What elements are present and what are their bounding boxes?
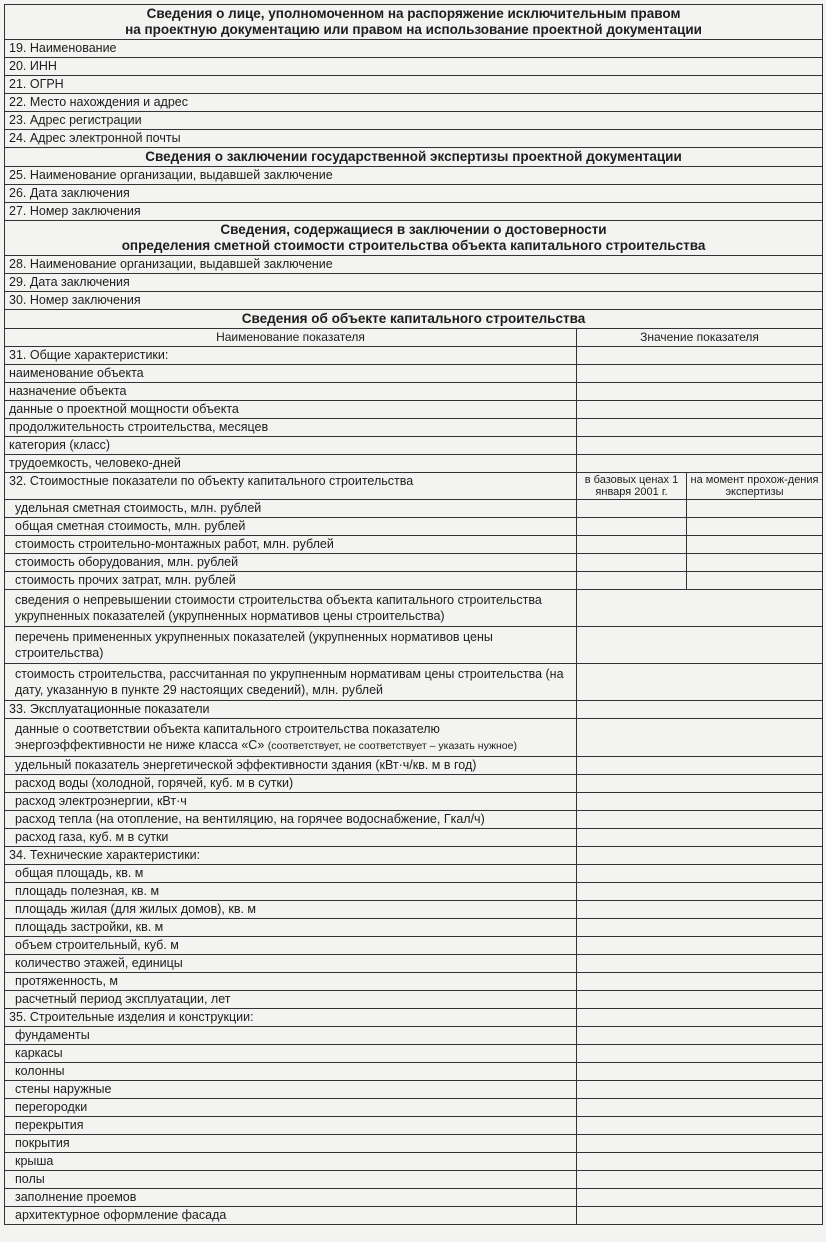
item35-row: перегородки [5,1099,577,1117]
item35-row-value[interactable] [577,1099,823,1117]
item32-row: стоимость прочих затрат, млн. рублей [5,572,577,590]
item33-row: расход газа, куб. м в сутки [5,829,577,847]
col-header-value: Значение показателя [577,329,823,347]
item34-row-value[interactable] [577,955,823,973]
item35-row-value[interactable] [577,1189,823,1207]
item31-row: категория (класс) [5,437,577,455]
item32-multiline-value[interactable] [577,664,823,701]
owner-field-location[interactable]: 22. Место нахождения и адрес [5,94,823,112]
item32-row: стоимость строительно-монтажных работ, млн. рублей [5,536,577,554]
item35-row-value[interactable] [577,1063,823,1081]
item35-row: перекрытия [5,1117,577,1135]
cost-verification-heading [5,221,823,256]
item31-row: наименование объекта [5,365,577,383]
item33-energy-value[interactable] [577,719,823,757]
item35-row: стены наружные [5,1081,577,1099]
item33-row-value[interactable] [577,793,823,811]
owner-heading-line1: Сведения о лице, уполномоченном на распоряжение исключительным правом [146,6,681,21]
object-heading: Сведения об объекте капитального строительства [5,310,823,329]
owner-field-inn[interactable]: 20. ИНН [5,58,823,76]
item31-row: продолжительность строительства, месяцев [5,419,577,437]
item35-row-value[interactable] [577,1171,823,1189]
item35-row-value[interactable] [577,1081,823,1099]
item32-row: удельная сметная стоимость, млн. рублей [5,500,577,518]
item34-row-value[interactable] [577,883,823,901]
item32-value-current[interactable] [687,518,823,536]
owner-field-name[interactable]: 19. Наименование [5,40,823,58]
cost-verification-field-date[interactable]: 29. Дата заключения [5,274,823,292]
item32-subcol-expertise: на момент прохож-дения экспертизы [687,473,823,500]
item31-row-value[interactable] [577,419,823,437]
item33-row-value[interactable] [577,757,823,775]
item34-row: расчетный период эксплуатации, лет [5,991,577,1009]
item34-label: 34. Технические характеристики: [5,847,577,865]
item34-value[interactable] [577,847,823,865]
item34-row: протяженность, м [5,973,577,991]
item31-row: данные о проектной мощности объекта [5,401,577,419]
item31-row-value[interactable] [577,383,823,401]
item33-row: удельный показатель энергетической эффективности здания (кВт·ч/кв. м в год) [5,757,577,775]
item35-row: покрытия [5,1135,577,1153]
expertise-heading: Сведения о заключении государственной экспертизы проектной документации [5,148,823,167]
item32-row: стоимость оборудования, млн. рублей [5,554,577,572]
item33-value[interactable] [577,701,823,719]
item34-row: количество этажей, единицы [5,955,577,973]
item32-value-base[interactable] [577,554,687,572]
owner-field-ogrn[interactable]: 21. ОГРН [5,76,823,94]
col-header-name: Наименование показателя [5,329,577,347]
item35-row-value[interactable] [577,1117,823,1135]
owner-field-registration[interactable]: 23. Адрес регистрации [5,112,823,130]
item35-value[interactable] [577,1009,823,1027]
item32-value-base[interactable] [577,518,687,536]
item31-row-value[interactable] [577,455,823,473]
cost-verification-field-org[interactable]: 28. Наименование организации, выдавшей заключение [5,256,823,274]
item34-row: объем строительный, куб. м [5,937,577,955]
item35-row-value[interactable] [577,1153,823,1171]
item32-value-base[interactable] [577,536,687,554]
item32-row-multiline: стоимость строительства, рассчитанная по укрупненным нормативам цены строительства (на дату, указанную в пункте 29 настоящих сведений), млн. рублей [5,664,577,701]
item34-row-value[interactable] [577,901,823,919]
item34-row: общая площадь, кв. м [5,865,577,883]
item32-subcol-base-prices: в базовых ценах 1 января 2001 г. [577,473,687,500]
item33-row-value[interactable] [577,775,823,793]
item33-energy-row [5,719,577,757]
item33-label: 33. Эксплуатационные показатели [5,701,577,719]
item32-row-multiline: сведения о непревышении стоимости строительства объекта капитального строительства укрупненных показателей (укрупненных нормативов цены строительства) [5,590,577,627]
item31-row-value[interactable] [577,401,823,419]
item34-row-value[interactable] [577,919,823,937]
owner-heading-row [5,5,823,40]
expertise-field-number[interactable]: 27. Номер заключения [5,203,823,221]
item35-row: заполнение проемов [5,1189,577,1207]
cost-verification-heading-line1: Сведения, содержащиеся в заключении о достоверности [220,222,607,237]
item32-row-multiline: перечень примененных укрупненных показателей (укрупненных нормативов цены строительства) [5,627,577,664]
cost-verification-heading-line2: определения сметной стоимости строительства объекта капитального строительства [121,238,706,253]
item32-multiline-value[interactable] [577,627,823,664]
item34-row: площадь полезная, кв. м [5,883,577,901]
item33-row: расход воды (холодной, горячей, куб. м в сутки) [5,775,577,793]
energy-line: данные о соответствии объекта капитального строительства показателю энергоэффективности не ниже класса «С» [15,722,440,752]
item34-row-value[interactable] [577,973,823,991]
energy-note: (соответствует, не соответствует – указать нужное) [267,740,517,752]
owner-heading-line2: на проектную документацию или правом на использование проектной документации [125,22,702,37]
item35-label: 35. Строительные изделия и конструкции: [5,1009,577,1027]
item31-row-value[interactable] [577,365,823,383]
item35-row: колонны [5,1063,577,1081]
item35-row: архитектурное оформление фасада [5,1207,577,1225]
expertise-field-date[interactable]: 26. Дата заключения [5,185,823,203]
item32-label: 32. Стоимостные показатели по объекту капитального строительства [5,473,577,500]
item33-row: расход электроэнергии, кВт·ч [5,793,577,811]
item35-row-value[interactable] [577,1045,823,1063]
item31-label: 31. Общие характеристики: [5,347,577,365]
item32-value-current[interactable] [687,500,823,518]
cost-verification-field-number[interactable]: 30. Номер заключения [5,292,823,310]
item35-row: каркасы [5,1045,577,1063]
item35-row: полы [5,1171,577,1189]
item35-row: фундаменты [5,1027,577,1045]
item34-row: площадь жилая (для жилых домов), кв. м [5,901,577,919]
item35-row: крыша [5,1153,577,1171]
item33-row-value[interactable] [577,829,823,847]
item33-row-value[interactable] [577,811,823,829]
owner-heading [5,5,823,40]
item35-row-value[interactable] [577,1027,823,1045]
item31-row: трудоемкость, человеко-дней [5,455,577,473]
item32-multiline-value[interactable] [577,590,823,627]
item35-row-value[interactable] [577,1207,823,1225]
item32-value-base[interactable] [577,572,687,590]
item34-row-value[interactable] [577,991,823,1009]
item34-row: площадь застройки, кв. м [5,919,577,937]
item32-value-base[interactable] [577,500,687,518]
form-table [4,4,823,1225]
item31-row: назначение объекта [5,383,577,401]
item34-row-value[interactable] [577,865,823,883]
item35-row-value[interactable] [577,1135,823,1153]
item32-value-current[interactable] [687,572,823,590]
expertise-field-org[interactable]: 25. Наименование организации, выдавшей заключение [5,167,823,185]
item32-row: общая сметная стоимость, млн. рублей [5,518,577,536]
item31-row-value[interactable] [577,437,823,455]
item32-value-current[interactable] [687,536,823,554]
item34-row-value[interactable] [577,937,823,955]
item31-value[interactable] [577,347,823,365]
item32-value-current[interactable] [687,554,823,572]
owner-field-email[interactable]: 24. Адрес электронной почты [5,130,823,148]
item33-row: расход тепла (на отопление, на вентиляцию, на горячее водоснабжение, Гкал/ч) [5,811,577,829]
